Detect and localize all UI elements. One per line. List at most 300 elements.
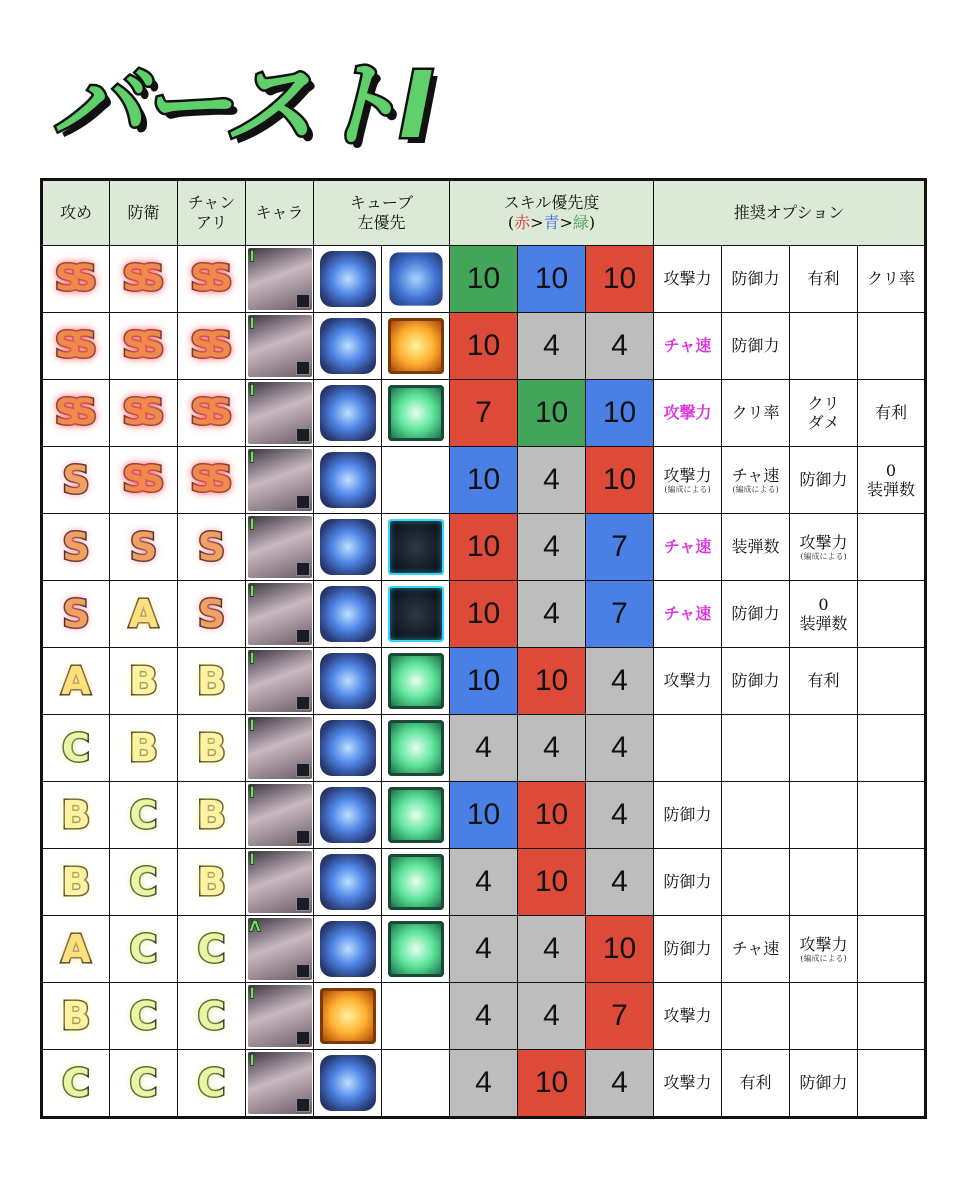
burst-level-badge: I [249, 316, 255, 332]
tier-table [40, 178, 927, 1119]
recommended-option-cell [654, 380, 722, 447]
option-text: 有利 [807, 269, 840, 289]
skill-priority-value: 10 [602, 262, 637, 295]
header-character: キャラ [246, 180, 314, 246]
cube-cell [314, 1050, 382, 1118]
recommended-option-cell [790, 916, 858, 983]
character-cell [246, 380, 314, 447]
recommended-option-cell [654, 916, 722, 983]
skill-priority-value: 4 [611, 865, 628, 898]
option-text: 攻撃力 [663, 465, 712, 485]
skill-priority-value: 4 [475, 932, 492, 965]
character-cell [246, 648, 314, 715]
skill-priority-cell [586, 715, 654, 782]
attack-grade-cell [42, 246, 110, 313]
defense-grade-cell [110, 1050, 178, 1118]
skill-priority-cell [450, 648, 518, 715]
attack-grade-cell [42, 447, 110, 514]
burst-level-badge: I [249, 584, 255, 600]
recommended-option-cell [790, 983, 858, 1050]
cube-cell [382, 313, 450, 380]
burst-level-badge: I [249, 852, 255, 868]
champion-grade: C [197, 994, 226, 1038]
recommended-option-cell [722, 849, 790, 916]
skill-priority-cell [518, 447, 586, 514]
recommended-option-cell [722, 782, 790, 849]
page-title: バーストⅠ [52, 52, 430, 159]
iron-element-icon [296, 1031, 310, 1045]
recommended-option-cell [654, 983, 722, 1050]
table-row [42, 380, 926, 447]
character-cell [246, 514, 314, 581]
blue-ring-cube-icon [320, 921, 376, 977]
burst-level-badge: Λ [249, 919, 261, 935]
blue-ring-cube-icon [320, 519, 376, 575]
skill-priority-cell [586, 1050, 654, 1118]
character-cell [246, 715, 314, 782]
champion-grade-cell [178, 380, 246, 447]
character-portrait [248, 583, 312, 645]
skill-priority-value: 7 [475, 396, 492, 429]
recommended-option-cell [790, 447, 858, 514]
defense-grade: C [129, 994, 158, 1038]
skill-priority-value: 4 [611, 664, 628, 697]
recommended-option-cell [722, 983, 790, 1050]
option-text: チャ速 [663, 604, 712, 624]
character-cell [246, 313, 314, 380]
option-text: 防御力 [731, 604, 780, 624]
option-note: (編成による) [732, 484, 779, 494]
champion-grade-cell [178, 246, 246, 313]
option-text: 有利 [739, 1073, 772, 1093]
skill-priority-value: 4 [611, 329, 628, 362]
skill-priority-value: 4 [475, 999, 492, 1032]
attack-grade: S [62, 592, 90, 636]
cube-cell [314, 648, 382, 715]
electric-element-icon [296, 294, 310, 308]
cube-cell [314, 782, 382, 849]
blue-ring-cube-icon [320, 318, 376, 374]
champion-grade-cell [178, 916, 246, 983]
defense-grade-cell [110, 648, 178, 715]
defense-grade: SS [122, 392, 157, 433]
cube-cell [382, 246, 450, 313]
attack-grade-cell [42, 916, 110, 983]
cube-cell [314, 715, 382, 782]
recommended-option-cell [654, 313, 722, 380]
skill-priority-value: 10 [466, 530, 501, 563]
option-text: 攻撃力 [663, 269, 712, 289]
defense-grade: B [129, 726, 158, 770]
recommended-option-cell [858, 313, 926, 380]
character-portrait [248, 717, 312, 779]
option-note: (編成による) [664, 484, 711, 494]
skill-priority-cell [586, 648, 654, 715]
option-text: 有利 [874, 403, 907, 423]
wind-element-icon [296, 897, 310, 911]
skill-priority-cell [450, 447, 518, 514]
option-text: クリ率 [866, 269, 915, 289]
champion-grade-cell [178, 983, 246, 1050]
cube-cell [382, 782, 450, 849]
header-cube: キューブ 左優先 [314, 180, 450, 246]
table-row [42, 313, 926, 380]
skill-priority-cell [586, 782, 654, 849]
defense-grade: C [129, 793, 158, 837]
character-cell [246, 782, 314, 849]
option-text: 防御力 [731, 269, 780, 289]
skill-priority-cell [518, 715, 586, 782]
defense-grade: A [128, 592, 159, 636]
cube-cell [314, 916, 382, 983]
skill-priority-value: 10 [602, 396, 637, 429]
recommended-option-cell [858, 514, 926, 581]
attack-grade: SS [54, 325, 90, 366]
champion-grade-cell [178, 313, 246, 380]
cube-cell [382, 1050, 450, 1118]
skill-priority-cell [518, 916, 586, 983]
cube-cell [382, 581, 450, 648]
blue-ring-cube-icon [320, 586, 376, 642]
blue-ring-cube-icon [320, 720, 376, 776]
skill-priority-value: 10 [534, 664, 569, 697]
character-cell [246, 581, 314, 648]
option-note: (編成による) [800, 551, 847, 561]
attack-grade: A [61, 659, 91, 703]
fire-element-icon [296, 763, 310, 777]
water-element-icon [296, 1098, 310, 1112]
recommended-option-cell [654, 849, 722, 916]
skill-priority-cell [518, 514, 586, 581]
skill-priority-value: 10 [534, 1066, 569, 1099]
wind-element-icon [296, 428, 310, 442]
cube-cell [314, 447, 382, 514]
option-text: 攻撃力 [663, 1006, 712, 1026]
option-text: クリ [807, 393, 840, 413]
character-portrait [248, 784, 312, 846]
skill-priority-value: 4 [543, 999, 560, 1032]
burst-level-badge: I [249, 517, 255, 533]
recommended-option-cell [654, 782, 722, 849]
blue-gem-cube-icon [389, 252, 442, 305]
defense-grade: C [129, 1061, 158, 1105]
skill-priority-cell [586, 581, 654, 648]
champion-grade: SS [190, 325, 225, 366]
recommended-option-cell [790, 581, 858, 648]
cube-cell [314, 313, 382, 380]
champion-grade: B [197, 726, 226, 770]
character-cell [246, 983, 314, 1050]
recommended-option-cell [722, 1050, 790, 1118]
character-portrait [248, 248, 312, 310]
champion-grade: S [197, 592, 226, 636]
skill-priority-cell [586, 313, 654, 380]
burst-level-badge: I [249, 383, 255, 399]
dark-cube-icon [388, 519, 444, 575]
header-champion: チャン アリ [178, 180, 246, 246]
cube-cell [382, 983, 450, 1050]
recommended-option-cell [858, 447, 926, 514]
option-note: (編成による) [800, 953, 847, 963]
skill-priority-cell [586, 983, 654, 1050]
table-row [42, 648, 926, 715]
champion-grade: B [197, 860, 226, 904]
recommended-option-cell [790, 313, 858, 380]
recommended-option-cell [654, 514, 722, 581]
recommended-option-cell [654, 648, 722, 715]
recommended-option-cell [654, 447, 722, 514]
green-cube-icon [388, 921, 444, 977]
attack-grade: S [62, 525, 90, 569]
cube-cell [314, 380, 382, 447]
skill-priority-cell [518, 1050, 586, 1118]
skill-priority-cell [518, 648, 586, 715]
green-cube-icon [388, 787, 444, 843]
skill-priority-value: 4 [543, 329, 560, 362]
recommended-option-cell [790, 1050, 858, 1118]
option-text: 攻撃力 [663, 403, 712, 423]
skill-priority-value: 10 [534, 865, 569, 898]
character-cell [246, 849, 314, 916]
attack-grade: C [62, 1061, 90, 1105]
champion-grade-cell [178, 782, 246, 849]
fire-element-icon [296, 629, 310, 643]
character-portrait [248, 382, 312, 444]
option-text: 0 [885, 460, 897, 480]
skill-priority-cell [450, 514, 518, 581]
skill-priority-cell [518, 782, 586, 849]
tier-table-body [42, 246, 926, 1118]
defense-grade: B [129, 659, 158, 703]
option-text: チャ速 [663, 537, 712, 557]
cube-cell [314, 849, 382, 916]
blue-ring-cube-icon [320, 251, 376, 307]
champion-grade: SS [190, 459, 225, 500]
header-row [42, 180, 926, 246]
recommended-option-cell [722, 648, 790, 715]
recommended-option-cell [858, 1050, 926, 1118]
recommended-option-cell [790, 648, 858, 715]
recommended-option-cell [790, 849, 858, 916]
recommended-option-cell [858, 849, 926, 916]
defense-grade-cell [110, 313, 178, 380]
cube-cell [382, 514, 450, 581]
defense-grade: SS [122, 459, 157, 500]
champion-grade-cell [178, 648, 246, 715]
defense-grade: SS [122, 325, 157, 366]
attack-grade: C [62, 726, 90, 770]
table-row [42, 1050, 926, 1118]
option-text: 攻撃力 [663, 1073, 712, 1093]
skill-priority-cell [586, 849, 654, 916]
skill-priority-value: 4 [611, 798, 628, 831]
cube-cell [314, 514, 382, 581]
attack-grade: SS [54, 258, 90, 299]
attack-grade-cell [42, 380, 110, 447]
defense-grade-cell [110, 246, 178, 313]
option-text: 防御力 [799, 1073, 848, 1093]
cube-cell [382, 380, 450, 447]
table-row [42, 581, 926, 648]
skill-priority-cell [518, 380, 586, 447]
blue-ring-cube-icon [320, 653, 376, 709]
blue-ring-cube-icon [320, 1055, 376, 1111]
table-row [42, 246, 926, 313]
recommended-option-cell [790, 514, 858, 581]
skill-priority-value: 4 [611, 1066, 628, 1099]
champion-grade: C [197, 927, 226, 971]
skill-priority-value: 10 [466, 597, 501, 630]
recommended-option-cell [722, 380, 790, 447]
champion-grade: C [197, 1061, 226, 1105]
attack-grade-cell [42, 581, 110, 648]
attack-grade: S [62, 458, 90, 502]
attack-grade-cell [42, 715, 110, 782]
skill-priority-cell [450, 380, 518, 447]
skill-priority-cell [586, 514, 654, 581]
table-row [42, 983, 926, 1050]
cube-cell [382, 849, 450, 916]
skill-priority-cell [450, 983, 518, 1050]
option-text-line2: 装弾数 [799, 614, 848, 633]
champion-grade: SS [190, 258, 225, 299]
skill-priority-cell [518, 246, 586, 313]
skill-priority-value: 4 [543, 463, 560, 496]
recommended-option-cell [722, 916, 790, 983]
option-text: 0 [818, 594, 829, 614]
recommended-option-cell [722, 514, 790, 581]
option-text: チャ速 [731, 465, 780, 485]
table-row [42, 782, 926, 849]
defense-grade-cell [110, 983, 178, 1050]
green-cube-icon [388, 385, 444, 441]
header-recommended-options: 推奨オプション [654, 180, 926, 246]
character-portrait [248, 516, 312, 578]
recommended-option-cell [858, 916, 926, 983]
champion-grade-cell [178, 514, 246, 581]
attack-grade-cell [42, 648, 110, 715]
skill-priority-value: 7 [611, 530, 628, 563]
recommended-option-cell [722, 313, 790, 380]
skill-priority-cell [450, 581, 518, 648]
defense-grade: C [129, 927, 158, 971]
header-skill-priority: スキル優先度 (赤>青>緑) [450, 180, 654, 246]
skill-priority-value: 10 [466, 262, 501, 295]
cube-cell [382, 916, 450, 983]
attack-grade: B [61, 994, 91, 1038]
blue-ring-cube-icon [320, 385, 376, 441]
attack-grade: A [61, 927, 91, 971]
attack-grade: B [61, 793, 91, 837]
skill-priority-cell [586, 246, 654, 313]
champion-grade: SS [190, 392, 225, 433]
defense-grade-cell [110, 715, 178, 782]
skill-priority-value: 4 [543, 731, 560, 764]
champion-grade-cell [178, 849, 246, 916]
wind-element-icon [296, 696, 310, 710]
skill-priority-cell [450, 246, 518, 313]
fire-element-icon [296, 361, 310, 375]
green-cube-icon [388, 720, 444, 776]
attack-grade-cell [42, 782, 110, 849]
recommended-option-cell [722, 447, 790, 514]
character-portrait [248, 315, 312, 377]
attack-grade: SS [54, 392, 90, 433]
character-cell [246, 916, 314, 983]
skill-priority-value: 10 [466, 798, 501, 831]
attack-grade-cell [42, 849, 110, 916]
option-text: 防御力 [731, 336, 780, 356]
recommended-option-cell [858, 380, 926, 447]
skill-priority-cell [450, 782, 518, 849]
option-text: 防御力 [731, 671, 780, 691]
skill-priority-value: 10 [466, 329, 501, 362]
table-row [42, 715, 926, 782]
blue-ring-cube-icon [320, 787, 376, 843]
defense-grade-cell [110, 916, 178, 983]
defense-grade-cell [110, 447, 178, 514]
table-row [42, 849, 926, 916]
blue-ring-cube-icon [320, 854, 376, 910]
burst-level-badge: I [249, 718, 255, 734]
character-cell [246, 447, 314, 514]
cube-cell [314, 246, 382, 313]
skill-priority-value: 4 [543, 932, 560, 965]
character-cell [246, 1050, 314, 1118]
character-portrait [248, 1052, 312, 1114]
recommended-option-cell [790, 380, 858, 447]
attack-grade-cell [42, 983, 110, 1050]
blue-ring-cube-icon [320, 452, 376, 508]
defense-grade-cell [110, 849, 178, 916]
cube-cell [314, 581, 382, 648]
burst-level-badge: I [249, 785, 255, 801]
character-portrait [248, 985, 312, 1047]
skill-priority-value: 7 [611, 999, 628, 1032]
recommended-option-cell [790, 246, 858, 313]
attack-grade-cell [42, 514, 110, 581]
skill-priority-cell [518, 581, 586, 648]
attack-grade: B [61, 860, 91, 904]
skill-priority-cell [586, 916, 654, 983]
header-defense: 防衛 [110, 180, 178, 246]
burst-level-badge: I [249, 1053, 255, 1069]
skill-priority-cell [450, 849, 518, 916]
attack-grade-cell [42, 313, 110, 380]
recommended-option-cell [654, 1050, 722, 1118]
champion-grade-cell [178, 447, 246, 514]
recommended-option-cell [790, 715, 858, 782]
defense-grade: SS [122, 258, 157, 299]
recommended-option-cell [858, 581, 926, 648]
burst-level-badge: I [249, 249, 255, 265]
skill-priority-cell [518, 983, 586, 1050]
character-portrait [248, 449, 312, 511]
skill-priority-cell [586, 380, 654, 447]
water-element-icon [296, 562, 310, 576]
character-portrait [248, 650, 312, 712]
character-cell [246, 246, 314, 313]
burst-level-badge: I [249, 450, 255, 466]
skill-priority-value: 7 [611, 597, 628, 630]
orange-cube-icon [388, 318, 444, 374]
skill-priority-value: 4 [611, 731, 628, 764]
table-row [42, 916, 926, 983]
option-text: 防御力 [663, 805, 712, 825]
recommended-option-cell [858, 246, 926, 313]
recommended-option-cell [790, 782, 858, 849]
option-text: 防御力 [663, 872, 712, 892]
